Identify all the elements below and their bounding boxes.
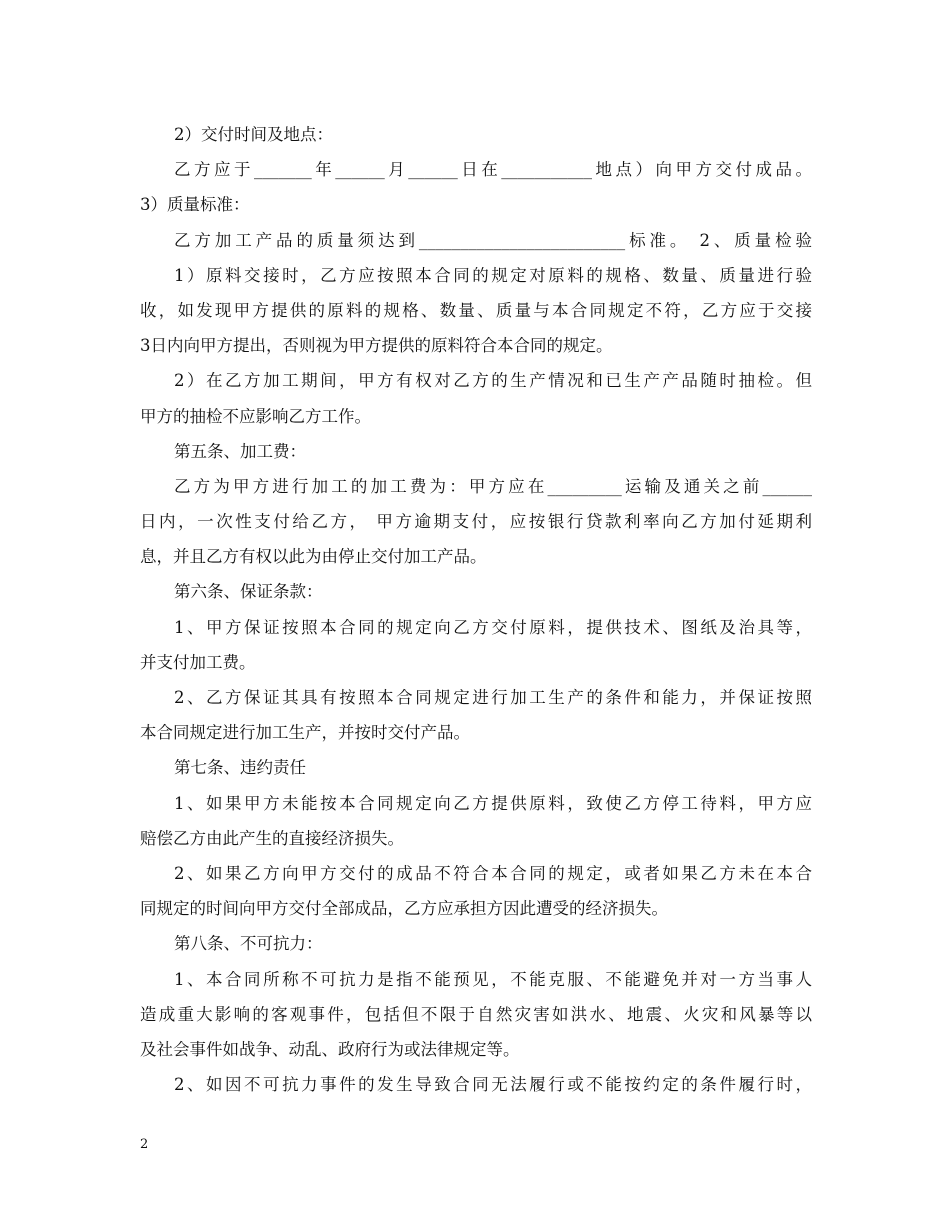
section-heading: 第八条、不可抗力： [174,934,323,954]
text-line: 2、如果乙方向甲方交付的成品不符合本合同的规定，或者如果乙方未在本合 [174,863,812,883]
text-line: 乙方加工产品的质量须达到_________________________标准。 2、质量检验 [174,230,812,250]
text-line: 2）在乙方加工期间，甲方有权对乙方的生产情况和已生产产品随时抽检。但 [174,371,812,391]
text-line: 赔偿乙方由此产生的直接经济损失。 [140,828,404,848]
text-line: 2）交付时间及地点： [174,125,333,144]
section-heading: 第七条、违约责任 [174,758,306,778]
text-line: 并支付加工费。 [140,652,256,672]
text-line: 及社会事件如战争、动乱、政府行为或法律规定等。 [140,1039,520,1059]
text-line: 造成重大影响的客观事件，包括但不限于自然灾害如洪水、地震、火灾和风暴等以 [140,1004,812,1024]
text-line: 3）质量标准： [140,195,250,215]
text-line: 本合同规定进行加工生产，并按时交付产品。 [140,723,470,743]
text-line: 2、乙方保证其具有按照本合同规定进行加工生产的条件和能力，并保证按照 [174,688,812,707]
document-body [140,117,812,1102]
text-line: 息，并且乙方有权以此为由停止交付加工产品。 [140,547,487,567]
text-line: 同规定的时间向甲方交付全部成品，乙方应承担方因此遭受的经济损失。 [140,899,668,919]
text-line: 1、本合同所称不可抗力是指不能预见，不能克服、不能避免并对一方当事人 [174,969,812,989]
text-line: 1、甲方保证按照本合同的规定向乙方交付原料，提供技术、图纸及治具等， [174,617,812,637]
text-line: 日内，一次性支付给乙方， 甲方逾期支付，应按银行贷款利率向乙方加付延期利 [140,512,812,532]
text-line: 乙方为甲方进行加工的加工费为：甲方应在_________运输及通关之前______ [174,476,812,496]
text-line: 收，如发现甲方提供的原料的规格、数量、质量与本合同规定不符，乙方应于交接 [140,300,812,320]
section-heading: 第六条、保证条款： [174,582,323,602]
text-line: 1）原料交接时，乙方应按照本合同的规定对原料的规格、数量、质量进行验 [174,265,812,285]
text-line: 1、如果甲方未能按本合同规定向乙方提供原料，致使乙方停工待料，甲方应 [174,793,812,813]
section-heading: 第五条、加工费： [174,441,306,461]
text-line: 甲方的抽检不应影响乙方工作。 [140,406,371,426]
text-line: 3日内向甲方提出，否则视为甲方提供的原料符合本合同的规定。 [140,336,613,356]
text-line: 乙方应于_______年______月______日在___________地点）向甲方交付成品。 [174,160,812,180]
text-line: 2、如因不可抗力事件的发生导致合同无法履行或不能按约定的条件履行时， [174,1075,812,1095]
page-number: 2 [140,1137,149,1152]
